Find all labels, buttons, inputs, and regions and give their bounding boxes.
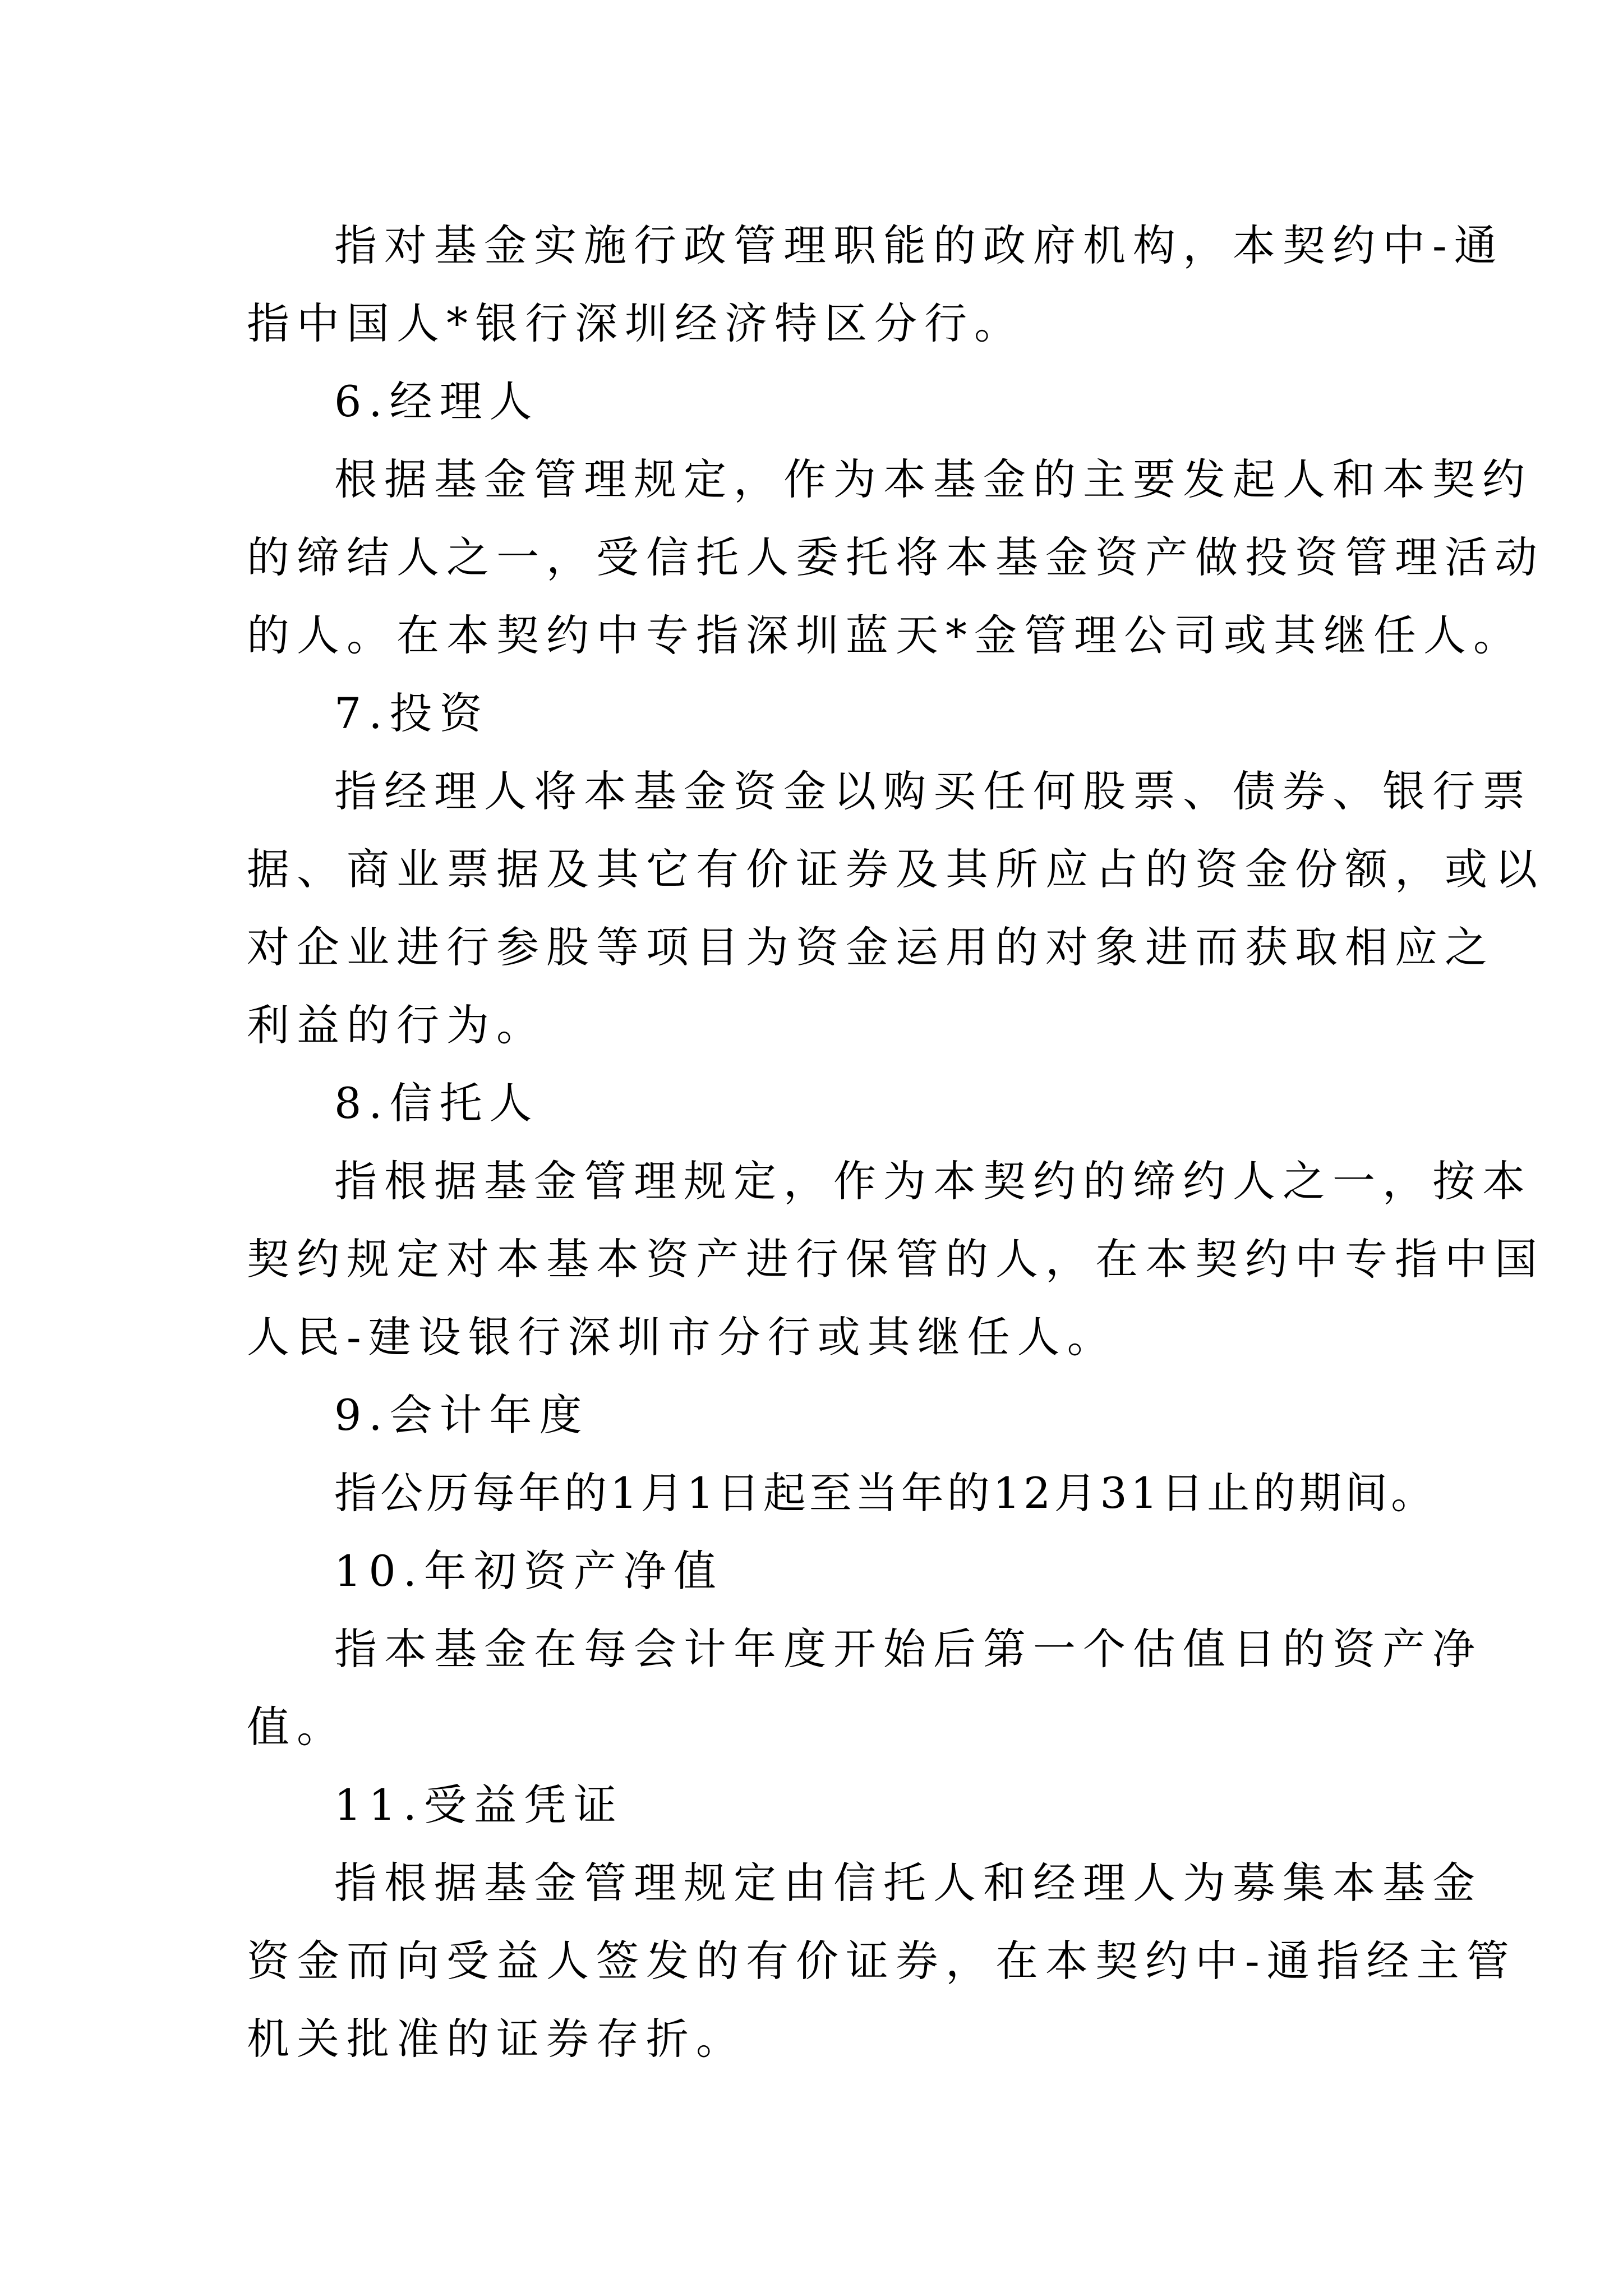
paragraph-line: 据、商业票据及其它有价证券及其所应占的资金份额，或以 [247, 844, 1544, 894]
paragraph-line: 指中国人*银行深圳经济特区分行。 [247, 298, 1024, 348]
section-heading: 6.经理人 [334, 376, 540, 426]
paragraph-line: 指公历每年的1月1日起至当年的12月31日止的期间。 [334, 1468, 1437, 1518]
paragraph-line: 指对基金实施行政管理职能的政府机构，本契约中-通 [334, 220, 1504, 270]
paragraph-line: 根据基金管理规定，作为本基金的主要发起人和本契约 [334, 454, 1532, 504]
paragraph-line: 利益的行为。 [247, 1000, 546, 1050]
paragraph-line: 契约规定对本基本资产进行保管的人，在本契约中专指中国 [247, 1234, 1544, 1284]
paragraph-line: 人民-建设银行深圳市分行或其继任人。 [247, 1312, 1117, 1362]
section-heading: 7.投资 [334, 688, 490, 738]
paragraph-line: 指本基金在每会计年度开始后第一个估值日的资产净 [334, 1624, 1482, 1674]
paragraph-line: 指经理人将本基金资金以购买任何股票、债券、银行票 [334, 766, 1532, 816]
section-heading: 11.受益凭证 [334, 1780, 624, 1830]
paragraph-line: 对企业进行参股等项目为资金运用的对象进而获取相应之 [247, 922, 1495, 972]
section-heading: 8.信托人 [334, 1078, 540, 1128]
paragraph-line: 指根据基金管理规定，作为本契约的缔约人之一，按本 [334, 1156, 1532, 1206]
section-heading: 9.会计年度 [334, 1390, 589, 1440]
paragraph-line: 指根据基金管理规定由信托人和经理人为募集本基金 [334, 1858, 1482, 1908]
paragraph-line: 值。 [247, 1702, 347, 1752]
paragraph-line: 机关批准的证券存折。 [247, 2014, 746, 2064]
paragraph-line: 的缔结人之一，受信托人委托将本基金资产做投资管理活动 [247, 532, 1544, 582]
document-body [247, 206, 1544, 2078]
paragraph-line: 资金而向受益人签发的有价证券，在本契约中-通指经主管 [247, 1936, 1516, 1986]
paragraph-line: 的人。在本契约中专指深圳蓝天*金管理公司或其继任人。 [247, 610, 1523, 660]
section-heading: 10.年初资产净值 [334, 1546, 723, 1596]
